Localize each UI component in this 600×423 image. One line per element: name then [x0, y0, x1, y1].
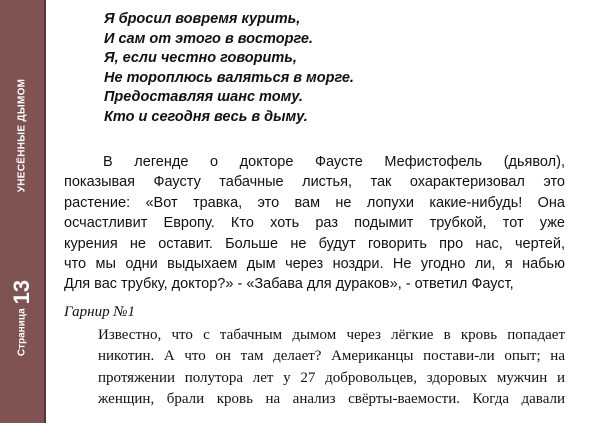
garnish-heading: Гарнир №1 — [64, 304, 135, 320]
paragraph-line: В легенде о докторе Фаусте Мефистофель (дьявол), — [103, 154, 565, 170]
page-label — [9, 258, 35, 378]
paragraph-line: растение: «Вот травка, это вам не лопухи какие-нибудь! Она — [64, 194, 565, 211]
poem-line: Я, если честно говорить, — [104, 50, 297, 67]
poem-line: Предоставляя шанс тому. — [104, 89, 303, 106]
paragraph-line: осчастливит Европу. Кто хоть раз подымит трубкой, тот уже — [64, 215, 565, 232]
sidebar — [0, 0, 46, 423]
paragraph-line: никотин. А что он там делает? Американцы постави-ли опыт; на — [98, 348, 565, 365]
paragraph-line: курения не оставит. Больше не будут говорить про нас, чертей, — [64, 235, 565, 252]
poem-line: И сам от этого в восторге. — [104, 30, 313, 47]
page-word: Страница — [16, 308, 28, 357]
garnish-paragraph — [98, 325, 565, 411]
poem-line: Кто и сегодня весь в дыму. — [104, 108, 308, 125]
faust-paragraph — [64, 152, 565, 295]
paragraph-line: женщин, брали кровь на анализ свёрты-ваемости. Когда давали — [98, 391, 565, 408]
page-number: 13 — [9, 279, 34, 305]
poem-line: Не тороплюсь валяться в морге. — [104, 69, 354, 86]
paragraph-line: показывая Фаусту табачные листья, так охарактеризовал это — [64, 174, 565, 191]
paragraph-line: Для вас трубку, доктор?» - «Забава для дураков», - ответил Фауст, — [64, 276, 514, 293]
poem — [104, 10, 354, 128]
paragraph-line: протяжении полутора лет у 27 добровольцев, здоровых мужчин и — [98, 369, 565, 386]
poem-line: Я бросил вовремя курить, — [104, 11, 301, 27]
paragraph-line: что мы одни выдыхаем дым через ноздри. Не угодно ли, я набью — [64, 255, 565, 272]
paragraph-line: Известно, что с табачным дымом через лёгкие в кровь попадает — [98, 327, 565, 343]
section-title: УНЕСЁННЫЕ ДЫМОМ — [16, 78, 28, 193]
